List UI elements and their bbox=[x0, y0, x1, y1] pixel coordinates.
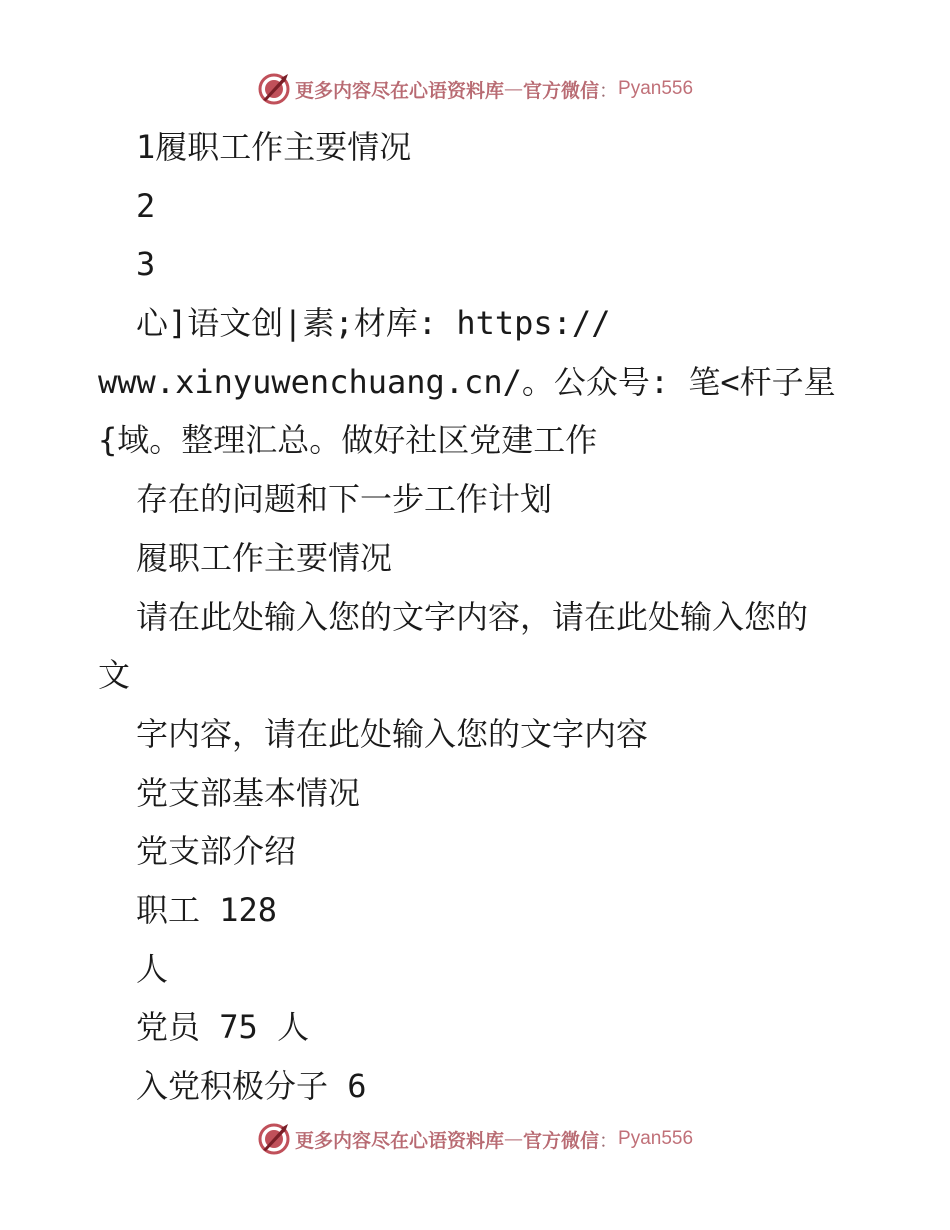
text-line: 党支部基本情况 bbox=[136, 773, 361, 812]
text-line: 文 bbox=[98, 656, 131, 695]
banner-dash: — bbox=[503, 1128, 523, 1150]
banner-text: 更多内容尽在心语资料库 bbox=[294, 1129, 504, 1152]
quill-seal-logo-icon bbox=[257, 1122, 291, 1156]
text-line: www.xinyuwenchuang.cn/。公众号: 笔<杆子星 bbox=[98, 362, 836, 401]
text-line: 职工 128 bbox=[136, 890, 278, 929]
text-line: 履职工作主要情况 bbox=[136, 538, 393, 577]
banner-dash: — bbox=[503, 78, 523, 100]
text-line: 1履职工作主要情况 bbox=[136, 128, 412, 166]
text-line: 党员 75 人 bbox=[136, 1008, 310, 1047]
text-line: 人 bbox=[136, 949, 169, 988]
banner-text: 更多内容尽在心语资料库 bbox=[294, 79, 504, 102]
text-line: 2 bbox=[136, 186, 156, 225]
banner-handle: Pyan556 bbox=[618, 78, 694, 99]
text-line: 请在此处输入您的文字内容，请在此处输入您的 bbox=[136, 597, 809, 636]
text-line: 入党积极分子 6 bbox=[136, 1067, 367, 1105]
banner-separator: ： bbox=[599, 79, 619, 102]
quill-seal-logo-icon bbox=[257, 72, 291, 106]
banner-official: 官方微信 bbox=[522, 1129, 599, 1152]
banner-handle: Pyan556 bbox=[618, 1128, 694, 1149]
text-line: 存在的问题和下一步工作计划 bbox=[136, 480, 553, 519]
footer-banner bbox=[0, 1122, 950, 1156]
text-line: 心]语文创|素;材库: https:// bbox=[136, 304, 611, 343]
document-body bbox=[98, 118, 858, 1116]
banner-official: 官方微信 bbox=[522, 79, 599, 102]
text-line: 3 bbox=[136, 245, 156, 284]
header-banner bbox=[0, 72, 950, 106]
text-line: {域。整理汇总。做好社区党建工作 bbox=[98, 421, 598, 460]
banner-separator: ： bbox=[599, 1129, 619, 1152]
text-line: 党支部介绍 bbox=[136, 832, 297, 871]
text-line: 字内容，请在此处输入您的文字内容 bbox=[136, 714, 649, 753]
